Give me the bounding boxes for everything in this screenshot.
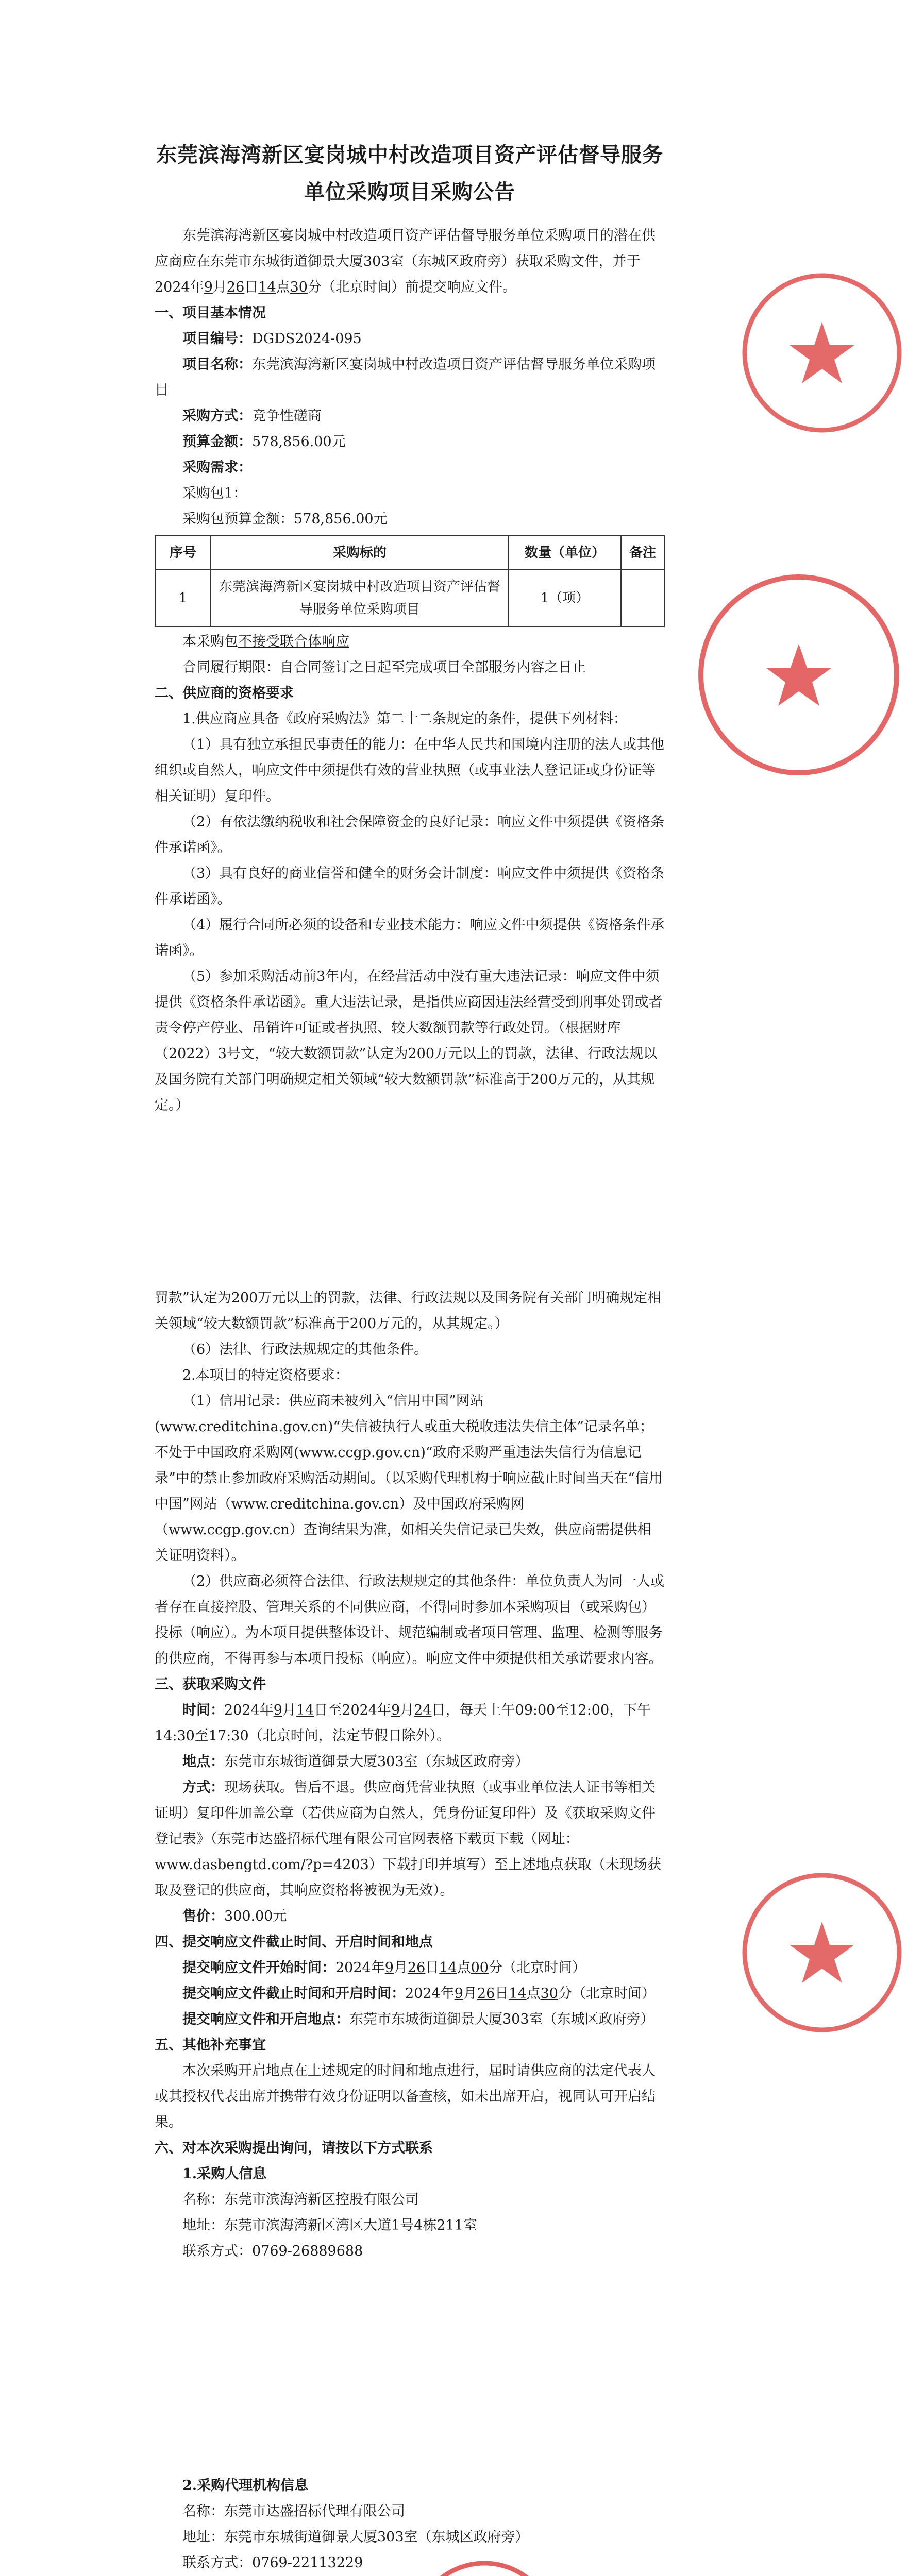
submit-place-line [155,2007,665,2032]
submit-place-label: 提交响应文件和开启地点： [182,2011,349,2027]
col-header-item: 采购标的 [211,536,509,570]
submit-end-e: 点 [526,1986,541,2002]
agent-name-label: 名称： [182,2503,224,2519]
intro-unit-minute: 分（北京时间）前提交响应文件。 [307,279,516,295]
obtain-time-line [155,1698,665,1749]
special-requirements-heading: 2.本项目的特定资格要求： [182,1367,349,1383]
price-label: 售价： [182,1908,224,1924]
agent-address-value: 东莞市东城街道御景大厦303室（东城区政府旁） [224,2529,529,2545]
cell-item: 东莞滨海湾新区宴岗城中村改造项目资产评估督导服务单位采购项目 [211,570,509,626]
document-title: 东莞滨海湾新区宴岗城中村改造项目资产评估督导服务单位采购项目采购公告 [156,143,663,204]
obtain-month-end: 9 [391,1702,400,1718]
submit-start-hour: 14 [439,1960,457,1976]
intro-day: 26 [226,279,245,295]
agent-name-value: 东莞市达盛招标代理有限公司 [224,2503,405,2519]
method-label: 采购方式： [182,408,252,424]
obtain-time-b: 月 [282,1702,296,1718]
submit-start-minute: 00 [471,1960,489,1976]
intro-minute: 30 [290,279,308,295]
agency-seal-graphic [691,567,907,783]
buyer-name-value: 东莞市滨海湾新区控股有限公司 [224,2192,419,2208]
page-2-content [155,1285,665,2264]
submit-end-b: 月 [463,1986,477,2002]
qualification-item-4: （4）履行合同所必须的设备和专业技术能力：响应文件中须提供《资格条件承诺函》。 [155,917,665,959]
submit-start-line [155,1955,665,1981]
document-page-3 [0,2313,818,2576]
buyer-tel-label: 联系方式： [182,2243,252,2259]
document-page-1 [0,0,818,1157]
submit-end-minute: 30 [540,1986,558,2002]
cell-index: 1 [155,570,211,626]
obtain-time-a: 2024年 [224,1702,274,1718]
section-4-heading: 四、提交响应文件截止时间、开启时间和地点 [155,1934,433,1950]
submit-start-month: 9 [384,1960,394,1976]
submit-start-day: 26 [407,1960,426,1976]
qualification-sub1: 1.供应商应具备《政府采购法》第二十二条规定的条件，提供下列材料： [182,711,627,727]
buyer-address-line [155,2213,665,2239]
col-header-index: 序号 [155,536,211,570]
consortium-value: 不接受 [238,634,280,650]
submit-end-day: 26 [477,1986,495,2002]
intro-unit-month: 月 [212,279,227,295]
section-5-heading: 五、其他补充事宜 [155,2037,266,2053]
submit-start-f: 分（北京时间） [488,1960,586,1976]
submit-end-c: 日 [495,1986,509,2002]
qualification-item-6: （6）法律、行政法规规定的其他条件。 [182,1342,428,1358]
table-row [155,570,664,626]
section-5-text: 本次采购开启地点在上述规定的时间和地点进行，届时请供应商的法定代表人或其授权代表出席并携带有效身份证明以备查核，如未出席开启，视同认可开启结果。 [155,2063,656,2130]
buyer-seal [407,2555,562,2576]
consortium-prefix: 本采购包 [182,634,238,650]
page-1-content [155,137,665,1113]
consortium-suffix: 联合体响应 [280,634,349,650]
submit-end-label: 提交响应文件截止时间和开启时间： [182,1986,405,2002]
obtain-place-value: 东莞市东城街道御景大厦303室（东城区政府旁） [224,1754,529,1770]
obtain-way-label: 方式： [182,1780,224,1795]
project-name-value: 东莞滨海湾新区宴岗城中村改造项目资产评估督导服务单位采购项目 [155,357,656,398]
submit-start-label: 提交响应文件开始时间： [182,1960,335,1976]
seal-graphic [737,268,907,438]
intro-year: 2024 [155,279,190,295]
agent-address-line [155,2524,665,2550]
obtain-way-value: 现场获取。售后不退。供应商凭营业执照（或事业单位法人证书等相关证明）复印件加盖公章（若供应商为自然人，凭身份证复印件）及《获取采购文件登记表》（东莞市达盛招标代理有限公司官网表格下载页下载（网址：www.dasbengtd.com/?p=4203）下载打印并填写）至上述地点获取（未现场获取及登记的供应商，其响应资格将被视为无效）。 [155,1780,661,1899]
price-line [155,1904,665,1929]
obtain-way-line [155,1775,665,1904]
seal-graphic-p2 [737,1868,907,2038]
company-seal-edge [737,268,818,438]
contract-term: 合同履行期限：自合同签订之日起至完成项目全部服务内容之日止 [182,659,586,675]
project-no-line [155,326,665,352]
col-header-notes: 备注 [621,536,664,570]
submit-end-month: 9 [454,1986,463,2002]
submit-start-b: 月 [393,1960,408,1976]
budget-line [155,429,665,455]
buyer-tel-value: 0769-26889688 [252,2243,363,2259]
price-value: 300.00元 [224,1908,287,1924]
qualification-item-1: （1）具有独立承担民事责任的能力：在中华人民共和国境内注册的法人或其他组织或自然人，响应文件中须提供有效的营业执照（或事业法人登记证或身份证等相关证明）复印件。 [155,737,665,804]
obtain-day-start: 14 [296,1702,314,1718]
obtain-time-e: 月 [400,1702,414,1718]
budget-value: 578,856.00元 [252,434,346,450]
submit-start-c: 日 [425,1960,440,1976]
section-3-heading: 三、获取采购文件 [155,1676,266,1692]
qualification-item-5: （5）参加采购活动前3年内，在经营活动中没有重大违法记录：响应文件中须提供《资格条件承诺函》。重大违法记录，是指供应商因违法经营受到刑事处罚或者责令停产停业、吊销许可证或者执照、较大数额罚款等行政处罚。（根据财库（2022）3号文，“较大数额罚款”认定为200万元以上的罚款，法律、行政法规以及国务院有关部门明确规定相关领域“较大数额罚款”标准高于200万元的，从其规定。） [155,969,663,1113]
intro-paragraph [155,223,665,300]
qualification-item-2: （2）有依法缴纳税收和社会保障资金的良好记录：响应文件中须提供《资格条件承诺函》。 [155,814,665,856]
col-header-qty: 数量（单位） [509,536,621,570]
project-no-label: 项目编号： [182,331,252,347]
submit-end-a: 2024年 [405,1986,455,2002]
items-table-header-row [155,536,664,570]
special-requirement-1: （1）信用记录：供应商未被列入“信用中国”网站(www.creditchina.gov.cn)“失信被执行人或重大税收违法失信主体”记录名单；不处于中国政府采购网(www.ccgp.gov.cn)“政府采购严重违法失信行为信息记录”中的禁止参加政府采购活动期间。（以采购代理机构于响应截止时间当天在“信用中国”网站（www.creditchina.gov.cn）及中国政府采购网（www.ccgp.gov.cn）查询结果为准，如相关失信记录已失效，供应商需提供相关证明资料）。 [155,1393,663,1564]
obtain-time-label: 时间： [182,1702,224,1718]
buyer-address-value: 东莞市滨海湾新区湾区大道1号4栋211室 [224,2217,477,2233]
intro-hour: 14 [258,279,276,295]
agent-tel-value: 0769-22113229 [252,2555,363,2571]
submit-start-e: 点 [457,1960,471,1976]
obtain-month-start: 9 [273,1702,282,1718]
project-name-label: 项目名称： [182,357,252,372]
obtain-place-label: 地点： [182,1754,224,1770]
method-value: 竞争性磋商 [252,408,322,424]
obtain-time-c: 日至2024年 [314,1702,391,1718]
cell-notes [621,570,664,626]
section-6-heading: 六、对本次采购提出询问，请按以下方式联系 [155,2140,433,2156]
project-name-line [155,352,665,403]
agent-tel-label: 联系方式： [182,2555,252,2571]
obtain-place-line [155,1749,665,1775]
agent-address-label: 地址： [182,2529,224,2545]
company-seal-lower [685,562,818,788]
qualification-item-5-tail: 罚款”认定为200万元以上的罚款，法律、行政法规以及国务院有关部门明确规定相关领域“较大数额罚款”标准高于200万元的，从其规定。） [155,1290,662,1332]
intro-unit-hour: 点 [276,279,290,295]
company-seal-edge-p2 [737,1868,818,2038]
requirements-label: 采购需求： [182,460,252,476]
consortium-line [155,629,665,655]
agent-name-line [155,2499,665,2524]
method-line [155,403,665,429]
submit-end-hour: 14 [509,1986,527,2002]
submit-end-line [155,1981,665,2007]
cell-qty: 1（项） [509,570,621,626]
package-budget: 采购包预算金额：578,856.00元 [182,511,388,527]
buyer-address-label: 地址： [182,2217,224,2233]
intro-month: 9 [204,279,213,295]
section-1-heading: 一、项目基本情况 [155,305,266,321]
intro-unit-year: 年 [190,279,204,295]
buyer-name-line [155,2187,665,2213]
buyer-name-label: 名称： [182,2192,224,2208]
section-2-heading: 二、供应商的资格要求 [155,685,294,701]
submit-place-value: 东莞市东城街道御景大厦303室（东城区政府旁） [349,2011,654,2027]
submit-start-a: 2024年 [335,1960,385,1976]
intro-unit-day: 日 [244,279,259,295]
buyer-tel-line [155,2239,665,2264]
document-page-2 [0,1157,818,2313]
intro-text: 东莞滨海湾新区宴岗城中村改造项目资产评估督导服务单位采购项目的潜在供应商应在东莞市东城街道御景大厦303室（东城区政府旁）获取采购文件，并于 [155,228,656,269]
project-no-value: DGDS2024-095 [252,331,362,347]
obtain-time-f: 日，每天上午09:00至12:00，下午14:30至17:30（北京时间，法定节假日除外）。 [155,1702,651,1744]
buyer-info-heading: 1.采购人信息 [182,2166,267,2182]
package-label: 采购包1： [182,485,247,501]
submit-end-f: 分（北京时间） [558,1986,656,2002]
qualification-item-3: （3）具有良好的商业信誉和健全的财务会计制度：响应文件中须提供《资格条件承诺函》。 [155,866,665,907]
special-requirement-2: （2）供应商必须符合法律、行政法规规定的其他条件：单位负责人为同一人或者存在直接控股、管理关系的不同供应商，不得同时参加本采购项目（或采购包）投标（响应）。为本项目提供整体设计、规范编制或者项目管理、监理、检测等服务的供应商，不得再参与本项目投标（响应）。响应文件中须提供相关承诺要求内容。 [155,1573,665,1667]
budget-label: 预算金额： [182,434,252,450]
agent-info-heading: 2.采购代理机构信息 [182,2478,309,2494]
obtain-day-end: 24 [414,1702,432,1718]
items-table [155,535,665,627]
